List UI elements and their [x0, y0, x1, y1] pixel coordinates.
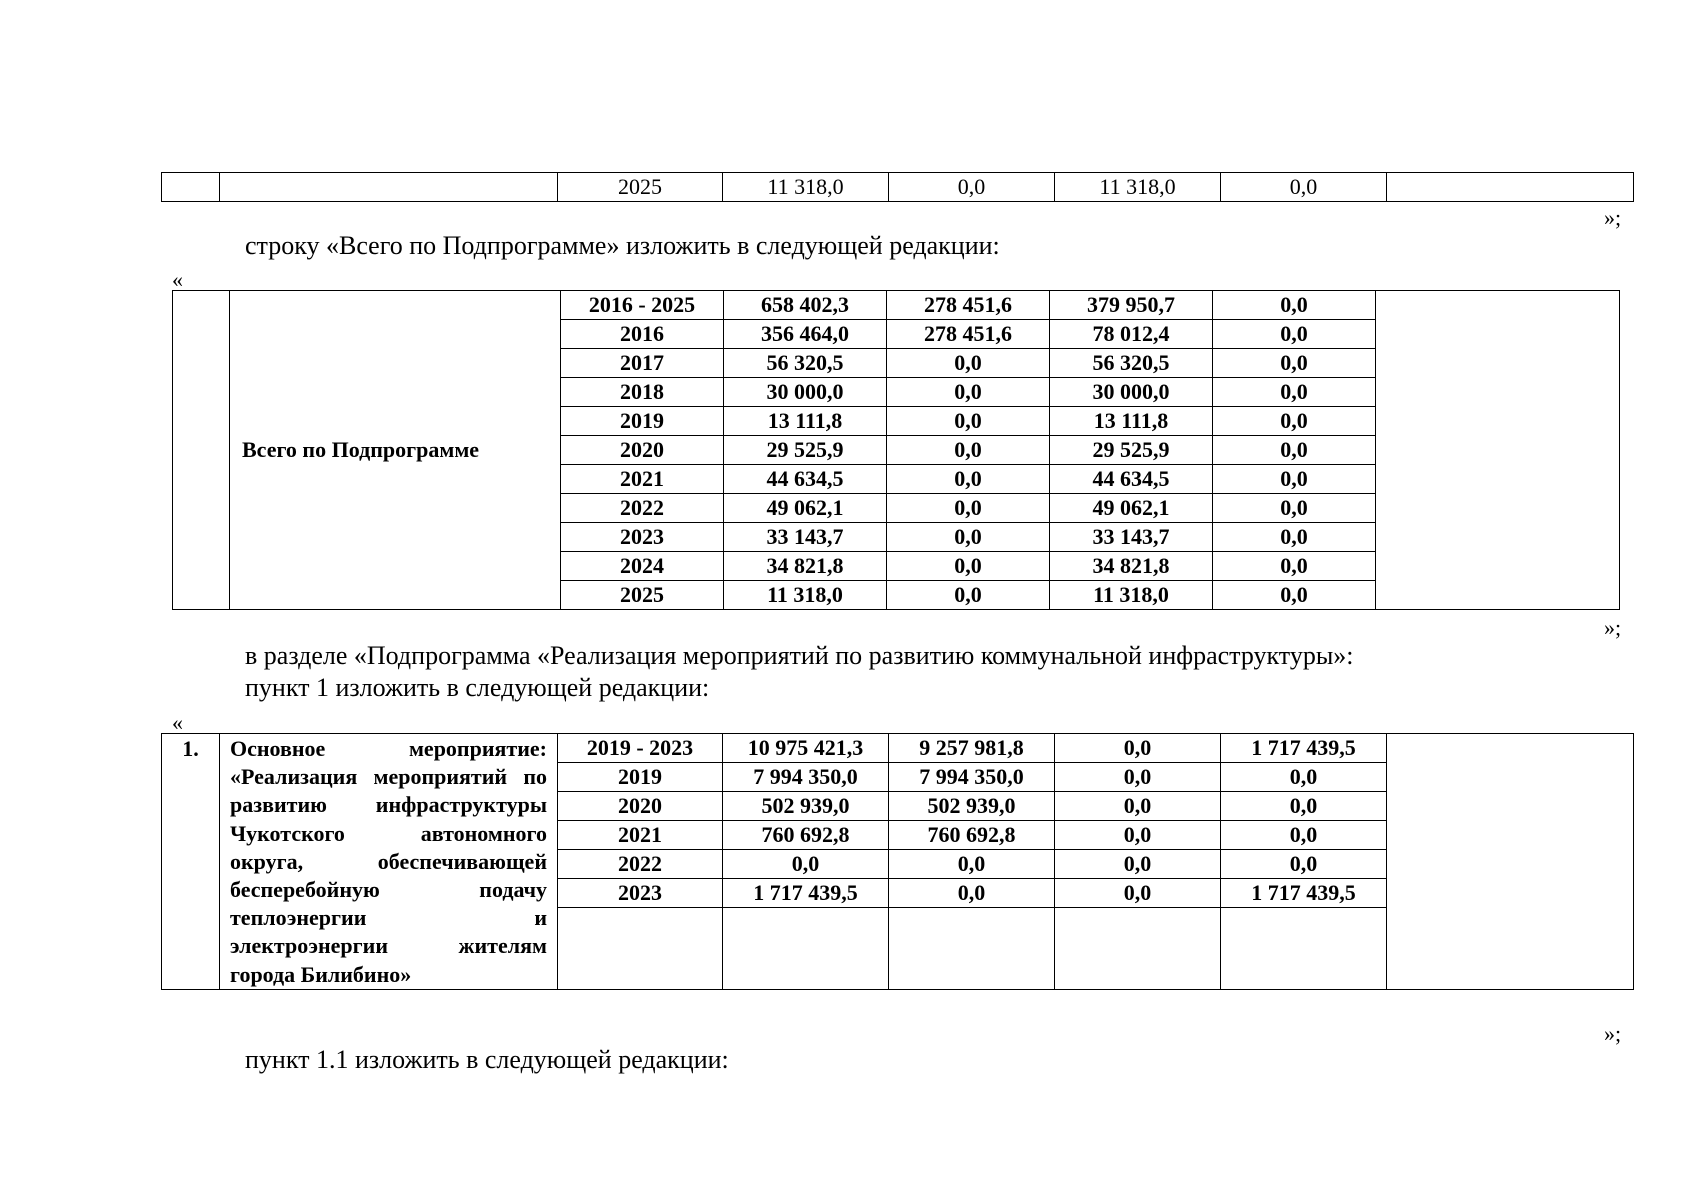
value-cell: 0,0	[887, 465, 1050, 494]
value-cell: 0,0	[1213, 320, 1376, 349]
main-measure-table	[161, 733, 1634, 990]
total-cell: 56 320,5	[724, 349, 887, 378]
value-cell: 0,0	[1055, 821, 1221, 850]
value-cell: 0,0	[1055, 879, 1221, 908]
value-cell: 56 320,5	[1050, 349, 1213, 378]
empty-cell	[1387, 173, 1634, 202]
value-cell: 0,0	[1221, 173, 1387, 202]
subprogram-totals-table	[172, 290, 1620, 610]
year-cell: 2016 - 2025	[561, 291, 724, 320]
value-cell: 0,0	[1055, 850, 1221, 879]
item-number: 1.	[162, 734, 220, 990]
total-cell: 502 939,0	[723, 792, 889, 821]
total-cell: 49 062,1	[724, 494, 887, 523]
value-cell: 0,0	[1055, 734, 1221, 763]
table-row	[162, 173, 1634, 202]
closing-quote: »;	[1604, 205, 1622, 230]
empty-cell	[1376, 291, 1620, 610]
value-cell: 0,0	[887, 552, 1050, 581]
empty-cell	[723, 908, 889, 990]
total-cell: 0,0	[723, 850, 889, 879]
empty-cell	[220, 173, 558, 202]
total-cell: 10 975 421,3	[723, 734, 889, 763]
total-cell: 7 994 350,0	[723, 763, 889, 792]
empty-cell	[1387, 734, 1634, 990]
value-cell: 30 000,0	[1050, 378, 1213, 407]
value-cell: 502 939,0	[889, 792, 1055, 821]
previous-table-last-row	[161, 172, 1634, 202]
year-cell: 2020	[561, 436, 724, 465]
closing-quote: »;	[1604, 615, 1622, 640]
value-cell: 7 994 350,0	[889, 763, 1055, 792]
value-cell: 0,0	[889, 879, 1055, 908]
value-cell: 33 143,7	[1050, 523, 1213, 552]
year-cell: 2017	[561, 349, 724, 378]
empty-cell	[1055, 908, 1221, 990]
year-cell: 2019	[558, 763, 723, 792]
year-cell: 2019	[561, 407, 724, 436]
year-cell: 2022	[561, 494, 724, 523]
total-cell: 11 318,0	[724, 581, 887, 610]
closing-quote: »;	[1604, 1021, 1622, 1046]
value-cell: 278 451,6	[887, 291, 1050, 320]
opening-quote: «	[172, 267, 183, 292]
value-cell: 1 717 439,5	[1221, 734, 1387, 763]
value-cell: 0,0	[887, 436, 1050, 465]
total-cell: 11 318,0	[723, 173, 889, 202]
total-cell: 760 692,8	[723, 821, 889, 850]
year-cell: 2020	[558, 792, 723, 821]
value-cell: 78 012,4	[1050, 320, 1213, 349]
empty-cell	[162, 173, 220, 202]
value-cell: 0,0	[1213, 436, 1376, 465]
value-cell: 1 717 439,5	[1221, 879, 1387, 908]
value-cell: 0,0	[887, 581, 1050, 610]
year-cell: 2018	[561, 378, 724, 407]
paragraph: в разделе «Подпрограмма «Реализация мероприятий по развитию коммунальной инфраструктуры»:	[245, 641, 1354, 670]
paragraph: строку «Всего по Подпрограмме» изложить в следующей редакции:	[245, 231, 1000, 260]
total-cell: 44 634,5	[724, 465, 887, 494]
total-cell: 1 717 439,5	[723, 879, 889, 908]
value-cell: 0,0	[1213, 523, 1376, 552]
value-cell: 0,0	[889, 850, 1055, 879]
total-cell: 13 111,8	[724, 407, 887, 436]
value-cell: 0,0	[1055, 763, 1221, 792]
value-cell: 0,0	[1055, 792, 1221, 821]
value-cell: 0,0	[1221, 850, 1387, 879]
value-cell: 0,0	[889, 173, 1055, 202]
total-cell: 356 464,0	[724, 320, 887, 349]
year-cell: 2023	[558, 879, 723, 908]
value-cell: 278 451,6	[887, 320, 1050, 349]
year-cell: 2021	[561, 465, 724, 494]
number-cell	[173, 291, 230, 610]
total-cell: 33 143,7	[724, 523, 887, 552]
year-cell: 2022	[558, 850, 723, 879]
total-cell: 658 402,3	[724, 291, 887, 320]
total-cell: 29 525,9	[724, 436, 887, 465]
year-cell: 2016	[561, 320, 724, 349]
value-cell: 0,0	[1213, 494, 1376, 523]
empty-cell	[889, 908, 1055, 990]
value-cell: 34 821,8	[1050, 552, 1213, 581]
value-cell: 11 318,0	[1055, 173, 1221, 202]
year-cell: 2024	[561, 552, 724, 581]
value-cell: 29 525,9	[1050, 436, 1213, 465]
table-row	[162, 734, 1634, 763]
empty-cell	[558, 908, 723, 990]
value-cell: 49 062,1	[1050, 494, 1213, 523]
value-cell: 0,0	[887, 494, 1050, 523]
value-cell: 44 634,5	[1050, 465, 1213, 494]
value-cell: 0,0	[887, 349, 1050, 378]
value-cell: 0,0	[887, 407, 1050, 436]
year-cell: 2021	[558, 821, 723, 850]
year-cell: 2019 - 2023	[558, 734, 723, 763]
value-cell: 11 318,0	[1050, 581, 1213, 610]
value-cell: 0,0	[887, 378, 1050, 407]
value-cell: 0,0	[1213, 349, 1376, 378]
empty-cell	[1221, 908, 1387, 990]
value-cell: 0,0	[1213, 378, 1376, 407]
value-cell: 9 257 981,8	[889, 734, 1055, 763]
paragraph: пункт 1 изложить в следующей редакции:	[245, 673, 710, 702]
total-cell: 34 821,8	[724, 552, 887, 581]
value-cell: 0,0	[1221, 763, 1387, 792]
year-cell: 2025	[561, 581, 724, 610]
value-cell: 379 950,7	[1050, 291, 1213, 320]
value-cell: 0,0	[1213, 465, 1376, 494]
value-cell: 0,0	[1213, 552, 1376, 581]
row-label: Всего по Подпрограмме	[230, 291, 561, 610]
value-cell: 0,0	[1213, 581, 1376, 610]
paragraph: пункт 1.1 изложить в следующей редакции:	[245, 1045, 729, 1074]
opening-quote: «	[172, 710, 183, 735]
year-cell: 2023	[561, 523, 724, 552]
value-cell: 0,0	[1221, 821, 1387, 850]
measure-description: Основное мероприятие: «Реализация мероприятий по развитию инфраструктуры Чукотского автономного округа, обеспечивающей бесперебойную подачу теплоэнергии и электроэнергии жителям города Билибино»	[220, 734, 558, 990]
value-cell: 0,0	[1213, 407, 1376, 436]
total-cell: 30 000,0	[724, 378, 887, 407]
value-cell: 0,0	[887, 523, 1050, 552]
value-cell: 0,0	[1221, 792, 1387, 821]
value-cell: 13 111,8	[1050, 407, 1213, 436]
table-row	[173, 291, 1620, 320]
value-cell: 760 692,8	[889, 821, 1055, 850]
value-cell: 0,0	[1213, 291, 1376, 320]
year-cell: 2025	[558, 173, 723, 202]
